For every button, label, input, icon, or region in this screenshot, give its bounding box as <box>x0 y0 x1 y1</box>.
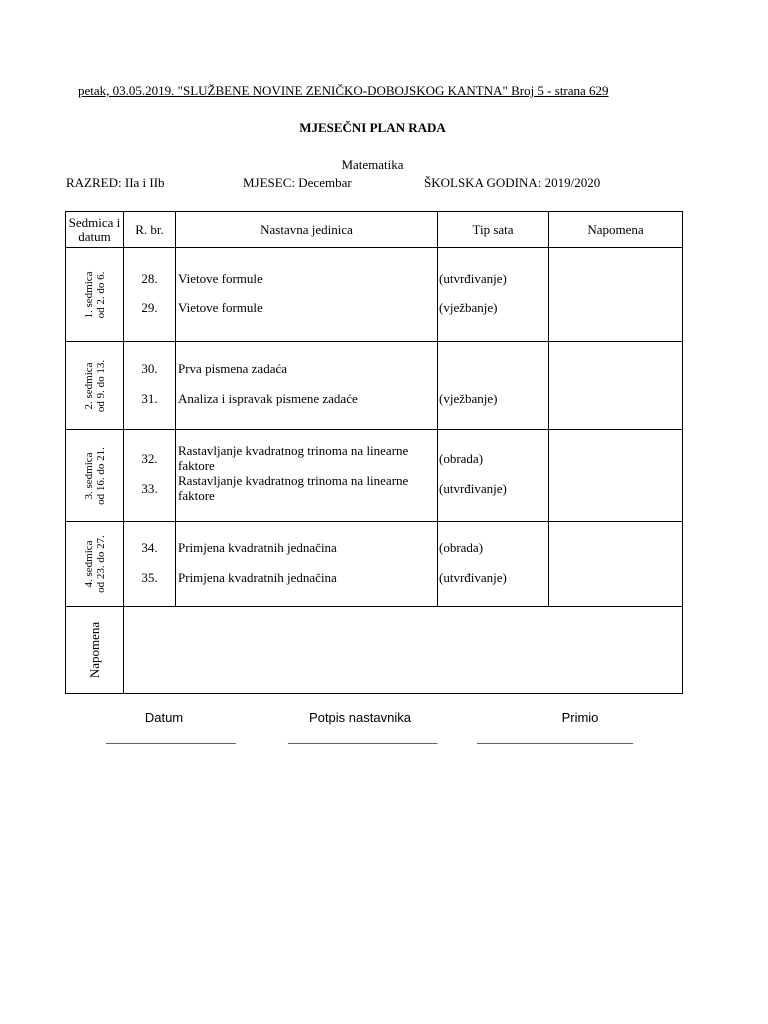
lesson-number: 30. <box>141 361 158 376</box>
unit-cell <box>176 342 438 430</box>
note-cell <box>549 522 683 607</box>
lesson-number: 34. <box>141 540 158 555</box>
lesson-number: 28. <box>141 271 158 286</box>
note-cell <box>549 342 683 430</box>
lesson-number: 32. <box>141 451 158 466</box>
number-cell <box>124 248 176 342</box>
week-label-cell <box>66 342 124 430</box>
teaching-unit: Primjena kvadratnih jednačina <box>178 570 337 585</box>
week-label: 3. sedmica od 16. do 21. <box>82 446 107 505</box>
week-label: 2. sedmica od 9. do 13. <box>82 359 107 412</box>
teaching-unit: Rastavljanje kvadratnog trinoma na linearne <box>178 473 409 488</box>
signature-received-label: Primio <box>561 710 599 725</box>
week-label-cell <box>66 522 124 607</box>
teaching-unit: Prva pismena zadaća <box>178 361 288 376</box>
lesson-type: (obrada) <box>439 540 484 555</box>
signature-received-line: ________________________ <box>477 730 633 745</box>
header-teaching-unit: Nastavna jedinica <box>176 212 438 248</box>
lesson-type: (obrada) <box>439 451 484 466</box>
signature-date-label: Datum <box>144 710 184 725</box>
gazette-header: petak, 03.05.2019. "SLUŽBENE NOVINE ZENIČKO-DOBOJSKOG KANTNA" Broj 5 - strana 629 <box>78 83 609 98</box>
unit-cell <box>176 248 438 342</box>
number-cell <box>124 342 176 430</box>
teaching-unit: Primjena kvadratnih jednačina <box>178 540 337 555</box>
note-content-cell <box>124 607 683 694</box>
lesson-number: 33. <box>141 481 158 496</box>
signature-teacher-label: Potpis nastavnika <box>309 710 411 725</box>
week-row <box>66 430 683 522</box>
week-row <box>66 342 683 430</box>
week-label: 1. sedmica od 2. do 6. <box>82 270 107 319</box>
type-cell <box>438 522 549 607</box>
type-cell <box>438 430 549 522</box>
week-label-cell <box>66 248 124 342</box>
note-cell <box>549 430 683 522</box>
table-header-row <box>66 212 683 248</box>
lesson-type: (utvrđivanje) <box>439 570 507 585</box>
header-lesson-type: Tip sata <box>438 212 549 248</box>
lesson-number: 31. <box>141 391 158 406</box>
header-number: R. br. <box>124 212 176 248</box>
type-cell <box>438 342 549 430</box>
plan-table <box>65 211 683 694</box>
note-label-cell <box>66 607 124 694</box>
week-label: 4. sedmica od 23. do 27. <box>82 535 107 593</box>
number-cell <box>124 522 176 607</box>
header-note: Napomena <box>549 212 683 248</box>
subject-name: Matematika <box>341 157 404 172</box>
week-row <box>66 248 683 342</box>
signature-teacher-line: _______________________ <box>288 730 438 745</box>
number-cell <box>124 430 176 522</box>
teaching-unit: Rastavljanje kvadratnog trinoma na linearne <box>178 443 409 458</box>
lesson-type: (utvrđivanje) <box>439 271 507 286</box>
unit-cell <box>176 430 438 522</box>
lesson-type: (vježbanje) <box>439 300 498 315</box>
note-row <box>66 607 683 694</box>
lesson-number: 35. <box>141 570 158 585</box>
week-label-cell <box>66 430 124 522</box>
type-cell <box>438 248 549 342</box>
lesson-type: (vježbanje) <box>439 391 498 406</box>
week-row <box>66 522 683 607</box>
lesson-number: 29. <box>141 300 158 315</box>
teaching-unit-cont: faktore <box>178 488 215 503</box>
teaching-unit-cont: faktore <box>178 458 215 473</box>
signature-date-line: ____________________ <box>106 730 236 745</box>
teaching-unit: Vietove formule <box>178 300 263 315</box>
school-year-info: ŠKOLSKA GODINA: 2019/2020 <box>424 175 601 190</box>
note-label: Napomena <box>86 621 102 679</box>
month-info: MJESEC: Decembar <box>243 175 352 190</box>
page-title: MJESEČNI PLAN RADA <box>299 120 446 135</box>
class-info: RAZRED: IIa i IIb <box>66 175 165 190</box>
unit-cell <box>176 522 438 607</box>
lesson-type: (utvrđivanje) <box>439 481 507 496</box>
teaching-unit: Vietove formule <box>178 271 263 286</box>
note-cell <box>549 248 683 342</box>
teaching-unit: Analiza i ispravak pismene zadaće <box>178 391 358 406</box>
header-week-date: Sedmica i datum <box>66 212 124 248</box>
